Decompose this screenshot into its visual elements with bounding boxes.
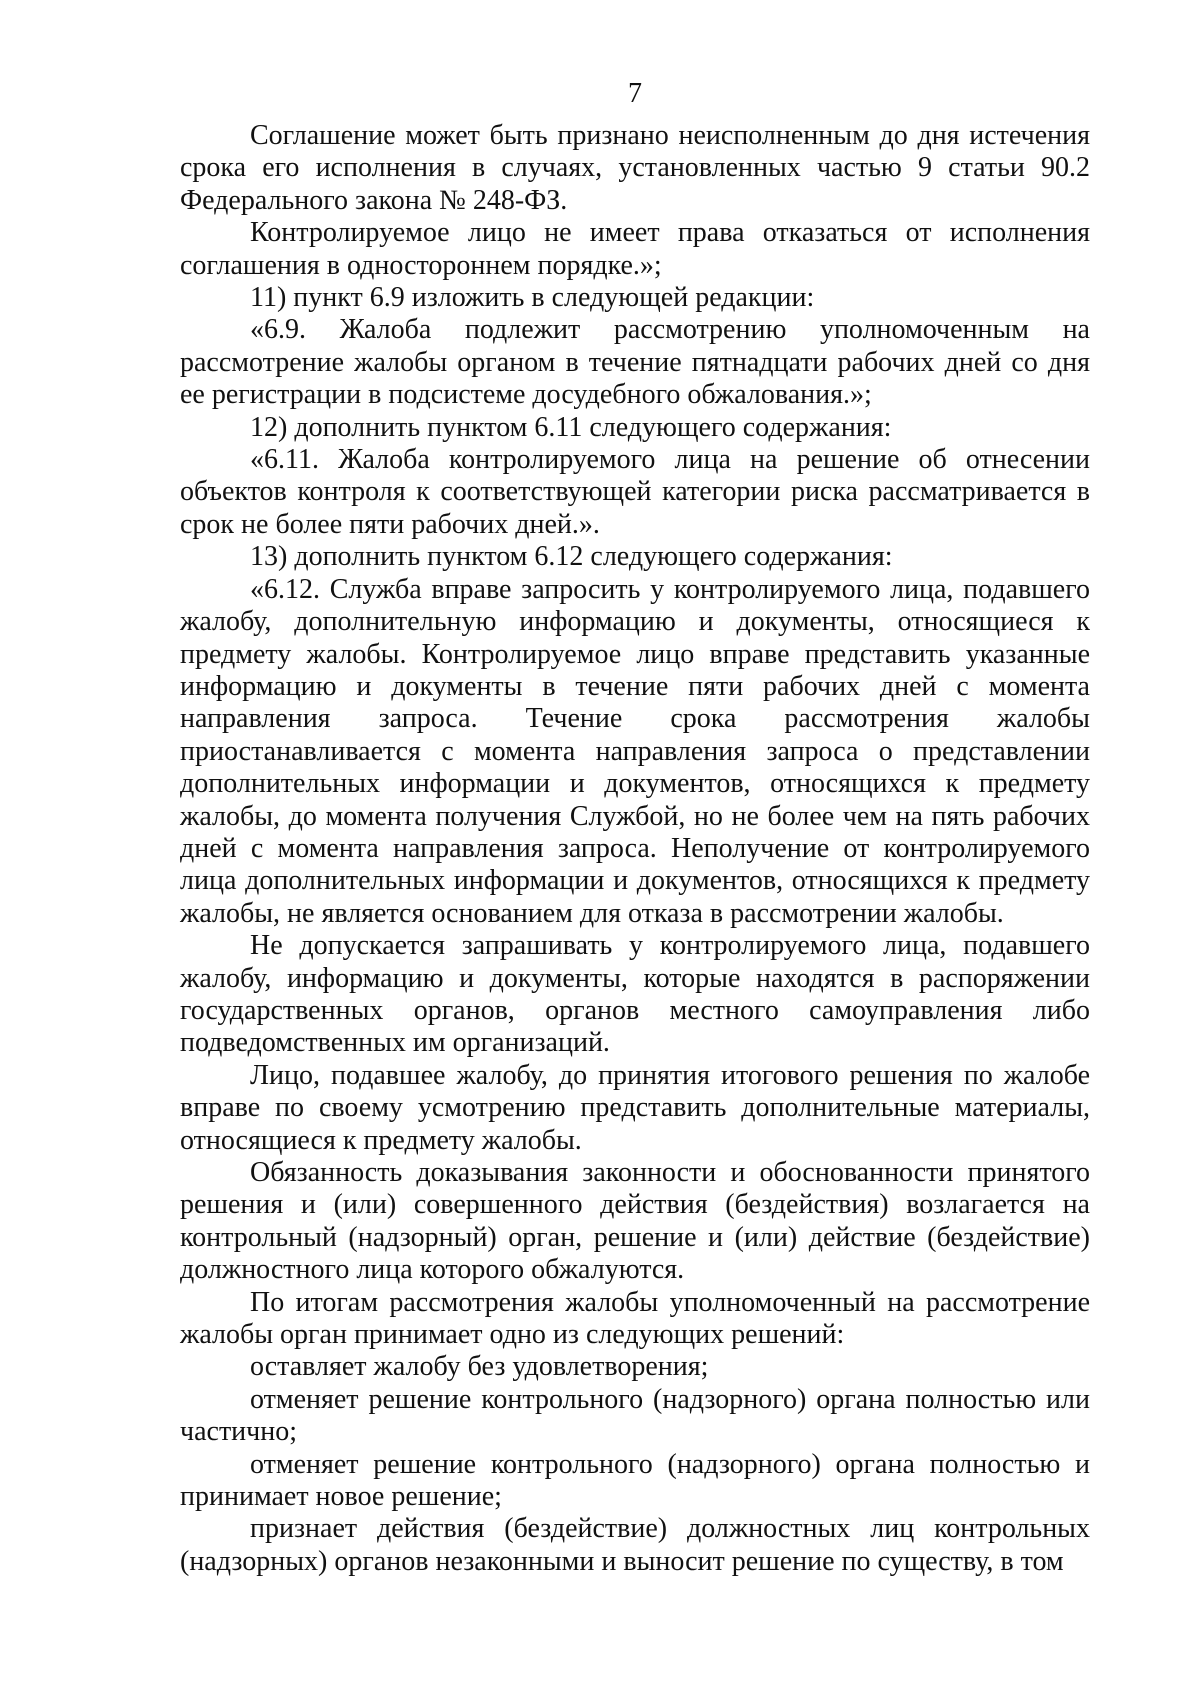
paragraph: признает действия (бездействие) должностных лиц контрольных (надзорных) органов незаконными и выносит решение по существу, в том [180, 1513, 1090, 1577]
document-body [180, 120, 1090, 1578]
paragraph: отменяет решение контрольного (надзорного) органа полностью и принимает новое решение; [180, 1448, 1090, 1513]
paragraph: 12) дополнить пунктом 6.11 следующего содержания: [250, 411, 892, 443]
paragraph: оставляет жалобу без удовлетворения; [250, 1351, 709, 1383]
paragraph: «6.11. Жалоба контролируемого лица на решение об отнесении объектов контроля к соответствующей категории риска рассматривается в срок не более пяти рабочих дней.». [180, 444, 1090, 540]
paragraph: «6.12. Служба вправе запросить у контролируемого лица, подавшего жалобу, дополнительную информацию и документы, относящиеся к предмету жалобы. Контролируемое лицо вправе представить указанные информацию и документы в течение пяти рабочих дней с момента направления запроса. Течение срока рассмотрения жалобы приостанавливается с момента направления запроса о представлении дополнительных информации и документов, относящихся к предмету жалобы, до момента получения Службой, но не более чем на пять рабочих дней с момента направления запроса. Неполучение от контролируемого лица дополнительных информации и документов, относящихся к предмету жалобы, не является основанием для отказа в рассмотрении жалобы. [180, 573, 1090, 929]
page-number: 7 [628, 78, 642, 109]
paragraph: Соглашение может быть признано неисполненным до дня истечения срока его исполнения в случаях, установленных частью 9 статьи 90.2 Федерального закона № 248-ФЗ. [180, 120, 1090, 216]
paragraph: 11) пункт 6.9 изложить в следующей редакции: [250, 282, 815, 314]
paragraph: «6.9. Жалоба подлежит рассмотрению уполномоченным на рассмотрение жалобы органом в течение пятнадцати рабочих дней со дня ее регистрации в подсистеме досудебного обжалования.»; [180, 314, 1090, 411]
paragraph: 13) дополнить пунктом 6.12 следующего содержания: [250, 541, 893, 573]
paragraph: По итогам рассмотрения жалобы уполномоченный на рассмотрение жалобы орган принимает одно из следующих решений: [180, 1286, 1090, 1351]
paragraph: Лицо, подавшее жалобу, до принятия итогового решения по жалобе вправе по своему усмотрению представить дополнительные материалы, относящиеся к предмету жалобы. [180, 1059, 1090, 1156]
paragraph: Обязанность доказывания законности и обоснованности принятого решения и (или) совершенного действия (бездействия) возлагается на контрольный (надзорный) орган, решение и (или) действие (бездействие) должностного лица которого обжалуются. [180, 1157, 1090, 1286]
paragraph: Не допускается запрашивать у контролируемого лица, подавшего жалобу, информацию и документы, которые находятся в распоряжении государственных органов, органов местного самоуправления либо подведомственных им организаций. [180, 930, 1090, 1059]
paragraph: Контролируемое лицо не имеет права отказаться от исполнения соглашения в одностороннем порядке.»; [180, 217, 1090, 281]
paragraph: отменяет решение контрольного (надзорного) органа полностью или частично; [180, 1383, 1090, 1448]
